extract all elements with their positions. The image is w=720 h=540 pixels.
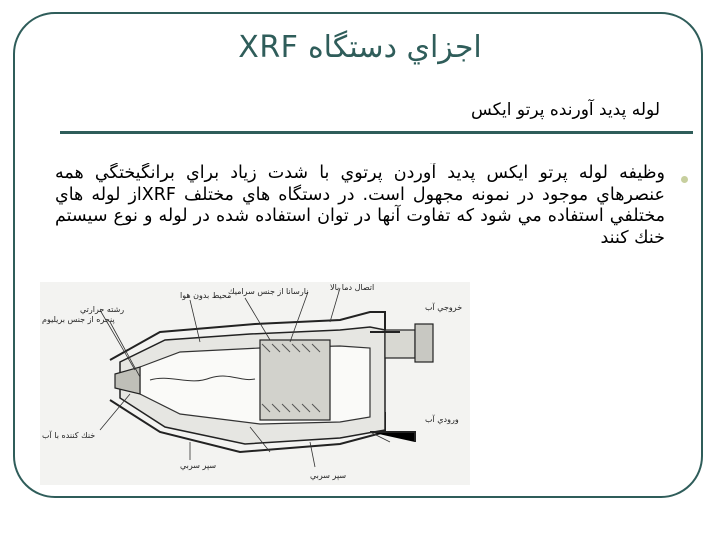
body-paragraph: وظيفه لوله پرتو ايكس پديد آوردن پرتوي با شدت زياد براي برانگيختگي همه عنصرهاي موجود در نمونه مجهول است. در دستگاه هاي مختلف XRFاز لوله هاي مختلفي استفاده مي شود كه تفاوت آنها در توان استفاده شده در لوله و نوع سيستم خنك كنند [55,163,665,248]
slide-subtitle: لوله پديد آورنده پرتو ايكس [470,100,660,120]
label-vacuum: محيط بدون هوا [180,291,232,300]
label-shield-1: سپر سربي [180,461,217,470]
label-water-in: ورودي آب [425,415,459,424]
label-shield-2: سپر سربي [310,471,347,480]
slide-title: اجزاي دستگاه XRF [238,30,482,65]
xray-tube-diagram [40,282,470,485]
label-window: پنجره از جنس بريليوم [42,315,115,324]
connector-cap [415,324,433,362]
label-ceramic: نارسانا از جنس سراميك [228,287,309,296]
high-voltage-connector [385,330,415,358]
bullet-dot [681,176,688,183]
label-filament: رشته حرارتي [80,305,125,314]
label-coolant: خنك كننده با آب [42,431,96,440]
label-water-out: خروجي آب [425,303,463,312]
label-high-voltage: اتصال دما بالا [330,283,375,292]
title-divider [60,131,693,134]
anode-cathode-head [115,367,140,394]
xray-tube-drawing [40,282,470,485]
water-pipe-bottom [370,432,415,442]
